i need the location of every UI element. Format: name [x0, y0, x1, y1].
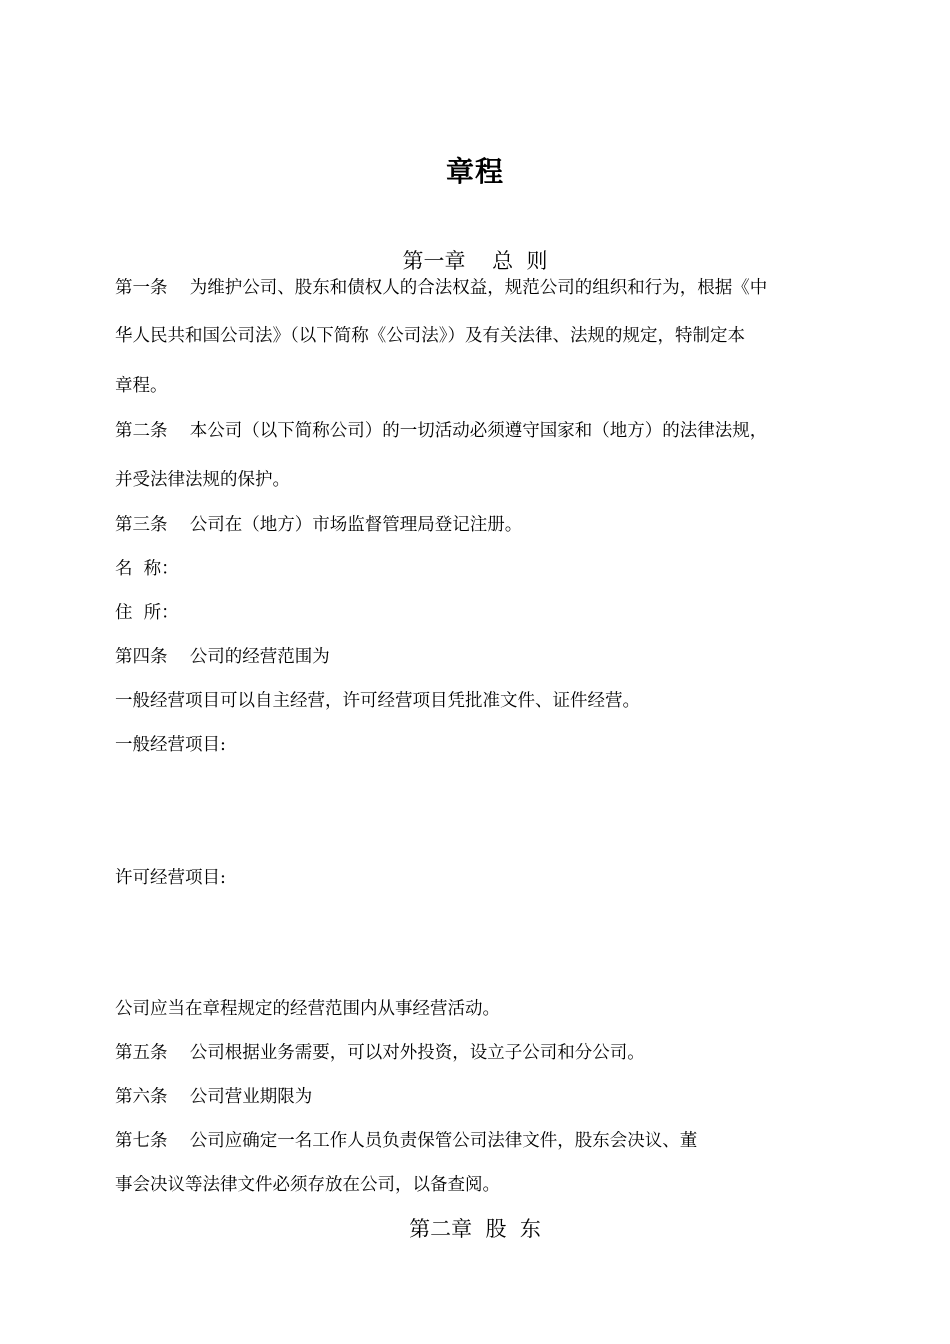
article-1-line-2: 华人民共和国公司法》（以下简称《公司法》）及有关法律、法规的规定，特制定本 — [115, 326, 745, 346]
business-scope-rule: 公司应当在章程规定的经营范围内从事经营活动。 — [115, 999, 500, 1019]
article-2-line-1: 第二条 本公司（以下简称公司）的一切活动必须遵守国家和（地方）的法律法规， — [115, 421, 768, 441]
company-address-field: 住 所： — [115, 603, 179, 623]
article-7-line-2: 事会决议等法律文件必须存放在公司，以备查阅。 — [115, 1175, 500, 1195]
licensed-business-items: 许可经营项目: — [115, 868, 226, 888]
article-1-line-3: 章程。 — [115, 376, 168, 396]
chapter-2-heading: 第二章 股 东 — [409, 1217, 541, 1241]
business-scope-note: 一般经营项目可以自主经营，许可经营项目凭批准文件、证件经营。 — [115, 691, 640, 711]
chapter-1-heading: 第一章 总 则 — [402, 249, 548, 273]
article-3: 第三条 公司在（地方）市场监督管理局登记注册。 — [115, 515, 523, 535]
article-1-line-1: 第一条 为维护公司、股东和债权人的合法权益，规范公司的组织和行为，根据《中 — [115, 278, 768, 298]
general-business-items: 一般经营项目: — [115, 735, 226, 755]
article-2-line-2: 并受法律法规的保护。 — [115, 470, 290, 490]
company-name-field: 名 称： — [115, 559, 179, 579]
document-title: 章程 — [445, 155, 504, 188]
article-6: 第六条 公司营业期限为 — [115, 1087, 313, 1107]
article-7-line-1: 第七条 公司应确定一名工作人员负责保管公司法律文件，股东会决议、董 — [115, 1131, 698, 1151]
article-4: 第四条 公司的经营范围为 — [115, 647, 330, 667]
article-5: 第五条 公司根据业务需要，可以对外投资，设立子公司和分公司。 — [115, 1043, 645, 1063]
